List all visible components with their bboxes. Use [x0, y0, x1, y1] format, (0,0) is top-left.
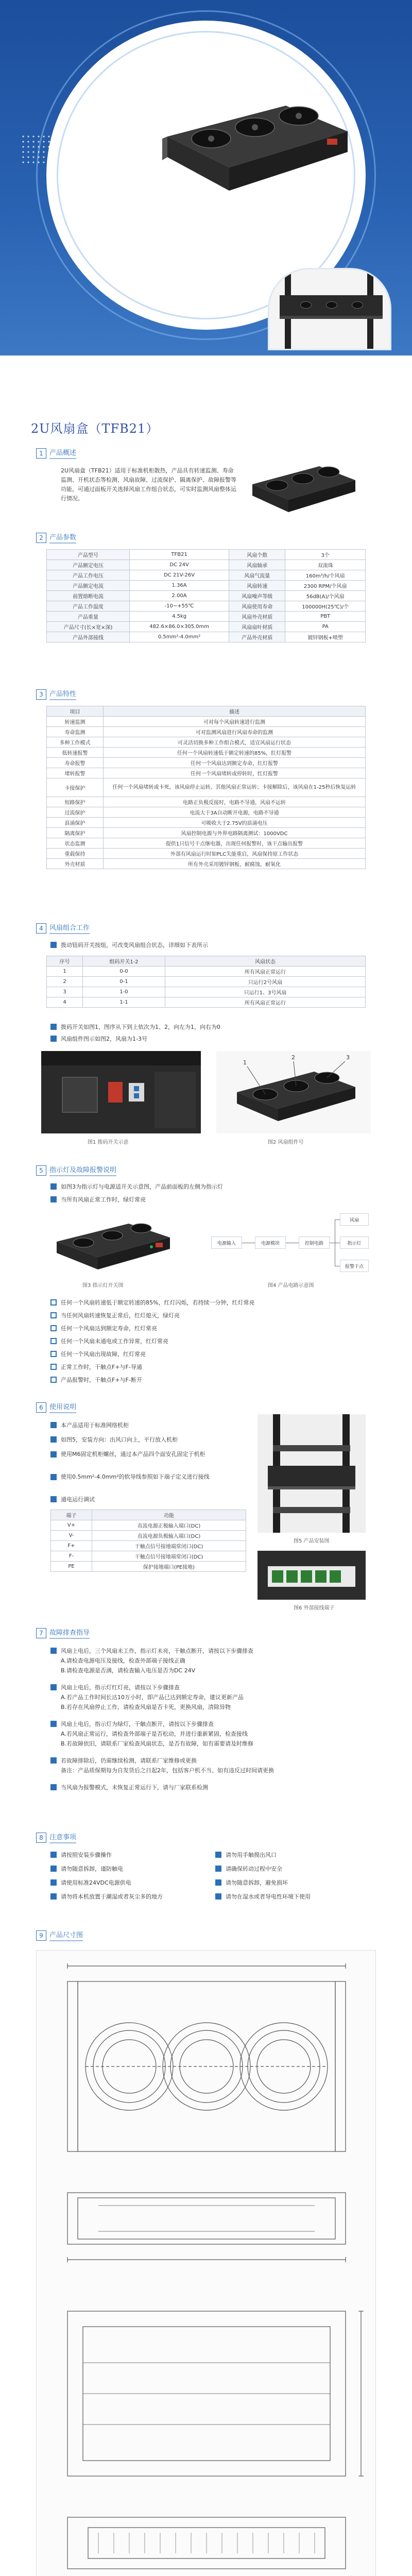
- caution-item: [215, 1851, 370, 1859]
- diagram-node-led: 指示灯: [340, 1236, 369, 1249]
- params-row: [47, 550, 366, 560]
- troubleshoot-text: 当风扇为报警模式，未恢复正常运行下，请与厂家联系检测: [61, 1784, 208, 1791]
- wiring-header-terminal: 端子: [51, 1510, 92, 1520]
- feature-name: 浪涌保护: [47, 818, 104, 828]
- caption-figure-1: 图1 拨码开关示意: [88, 1140, 129, 1145]
- section-number: 4: [36, 923, 46, 934]
- combo-table: [46, 956, 366, 1008]
- params-value: 56dB(A)/个风扇: [285, 591, 366, 601]
- params-value: 2.00A: [130, 591, 229, 601]
- bullet-icon: [50, 1474, 57, 1480]
- bullet-icon: [50, 1325, 57, 1331]
- feature-desc: 所有外壳采用镀锌钢板，耐腐蚀，耐氧化: [104, 859, 366, 869]
- combo-row: [47, 987, 366, 997]
- combo-lead: [50, 941, 208, 949]
- params-row: [47, 612, 366, 622]
- combo-cell: 只运行1、3号风扇: [165, 987, 366, 997]
- combo-cell: 0-1: [83, 977, 165, 987]
- troubleshoot-text: 风扇上电后，指示灯红灯亮，请按以下步骤排查 A.若产品工作时间长达10万小时，即产品已达到额定寿命，建议更新产品 B.若存在风扇停止工作，请检查风扇是否卡死，更换风扇，清除异物: [61, 1684, 244, 1710]
- bullet-icon: [50, 1422, 57, 1428]
- bullet-icon: [50, 1351, 57, 1357]
- combo-note-2: [50, 1035, 147, 1043]
- rack-install-photo: [268, 268, 391, 350]
- features-table: [46, 706, 366, 869]
- combo-cell: 1-1: [83, 997, 165, 1008]
- bullet-icon: [50, 1893, 57, 1900]
- bullet-icon: [50, 1036, 57, 1042]
- caution-text: 请勿随意拆卸，谨防触电: [61, 1866, 123, 1872]
- params-row: [47, 560, 366, 570]
- section-number: 3: [36, 689, 46, 700]
- svg-text:2: 2: [291, 1054, 295, 1061]
- feature-name: 卡接保护: [47, 778, 104, 797]
- feature-desc: 电流大于3A自动断开电源，电路不导通: [104, 807, 366, 818]
- diagram-node-relay: 报警干点: [340, 1260, 369, 1272]
- bullet-icon: [50, 1784, 57, 1790]
- indicator-item-text: 任何一个风扇转速低于额定转速的85%，红灯闪烁，若持续一分钟，红灯常亮: [61, 1299, 255, 1306]
- bullet-icon: [215, 1893, 221, 1900]
- bullet-icon: [50, 1852, 57, 1858]
- troubleshoot-item: [50, 1683, 359, 1712]
- indicator-lead-1: [50, 1182, 223, 1191]
- indicator-item: [50, 1324, 157, 1332]
- params-label: 风扇噪声等级: [229, 591, 285, 601]
- bullet-icon: [50, 1866, 57, 1872]
- combo-note-1-text: 拨码开关如图1，图序从下到上依次为1、2，向左为1，向右为0: [61, 1024, 220, 1030]
- wiring-function: 直流电源负极输入端口(DC): [92, 1531, 246, 1541]
- feature-name: 短路保护: [47, 797, 104, 807]
- bullet-icon: [50, 1183, 57, 1190]
- indicator-item-text: 任何一个风扇达到额定寿命，红灯常亮: [61, 1325, 157, 1332]
- caution-item: [215, 1878, 370, 1887]
- indicator-item: [50, 1350, 146, 1358]
- indicator-item-text: 任何一个风扇未通电或工作异常，红灯常亮: [61, 1338, 168, 1345]
- caution-text: 请勿随意拆卸，避免损坏: [226, 1879, 288, 1886]
- indicator-lead-1-text: 如图3为指示灯与电源适开关示意图，产品前面板的左侧为指示灯: [61, 1183, 223, 1190]
- feature-desc: 可灵活切换多种工作组合模式，适宜风扇运行状态: [104, 737, 366, 748]
- wiring-terminal: V+: [51, 1520, 92, 1531]
- caution-text: 请勿在湿水或者导电性环境下使用: [226, 1893, 311, 1900]
- usage-item-text: 使用0.5mm²-4.0mm²的软导线参照如下端子定义进行接线: [61, 1473, 210, 1480]
- features-header-item: 项目: [47, 706, 104, 717]
- bullet-icon: [50, 1879, 57, 1886]
- usage-item: [50, 1495, 95, 1503]
- indicator-item-text: 任何一个风扇出现故障，红灯常亮: [61, 1351, 146, 1358]
- caption-figure-4: 图4 产品电路示意图: [268, 1283, 314, 1289]
- indicator-item: [50, 1311, 180, 1319]
- troubleshoot-item: [50, 1646, 359, 1675]
- combo-row: [47, 967, 366, 977]
- combo-cell: 1: [47, 967, 83, 977]
- indicator-item-text: 正常工作时，干触点F+与F-导通: [61, 1364, 142, 1370]
- feature-desc: 可对每个风扇转速进行监测: [104, 717, 366, 727]
- params-value: 2300 RPM/个风扇: [285, 581, 366, 591]
- indicator-item: [50, 1337, 168, 1345]
- section-header-dimensions: [36, 1929, 83, 1941]
- caption-figure-6: 图6 外部接线端子: [294, 1605, 335, 1611]
- params-label: 产品尺寸(长×宽×深): [47, 622, 130, 632]
- params-label: 前置熔断电流: [47, 591, 130, 601]
- usage-item-text: 使用M6固定机柜螺丝，通过本产品四个面安孔固定于机柜: [61, 1451, 205, 1458]
- hero-dot-pattern: [21, 134, 52, 165]
- section-number: 5: [36, 1165, 46, 1176]
- feature-name: 寿命报警: [47, 758, 104, 768]
- bullet-icon: [50, 1721, 57, 1727]
- bullet-icon: [50, 1312, 57, 1318]
- combo-cell: 0-0: [83, 967, 165, 977]
- diagram-node-power: 电源模块: [255, 1236, 286, 1249]
- troubleshoot-item: [50, 1783, 359, 1792]
- section-header-features: [36, 688, 76, 700]
- combo-cell: 1-0: [83, 987, 165, 997]
- wiring-terminal: F+: [51, 1541, 92, 1551]
- wiring-row: [51, 1551, 246, 1562]
- caution-item: [50, 1878, 205, 1887]
- params-label: 风扇转速: [229, 581, 285, 591]
- feature-desc: 可对监测风扇进行风扇寿命的监测: [104, 727, 366, 737]
- features-row: [47, 758, 366, 768]
- combo-cell: 3: [47, 987, 83, 997]
- params-value: 1.36A: [130, 581, 229, 591]
- section-title: 产品概述: [49, 447, 76, 459]
- feature-name: 转速监测: [47, 717, 104, 727]
- diagram-node-control: 控制电路: [299, 1236, 330, 1249]
- params-table: [46, 549, 366, 642]
- params-value: PA: [285, 622, 366, 632]
- feature-desc: 任何一个风扇达到额定寿命，红灯报警: [104, 758, 366, 768]
- usage-item: [50, 1472, 246, 1481]
- params-value: PBT: [285, 612, 366, 622]
- troubleshoot-text: 若故障排除后，仍需继续检测，请联系厂家维修或更换 备注：产品质保期每为自发货后之日起2年，包括客户机不当、如有违反过时间请更换: [61, 1757, 274, 1774]
- params-row: [47, 601, 366, 612]
- section-header-cautions: [36, 1832, 76, 1843]
- features-row: [47, 778, 366, 797]
- section-title: 使用说明: [49, 1401, 76, 1413]
- combo-cell: 所有风扇正常运行: [165, 997, 366, 1008]
- caution-text: 请使用标准24VDC电源供电: [61, 1879, 131, 1886]
- bullet-icon: [215, 1852, 221, 1858]
- caution-item: [50, 1865, 205, 1873]
- wiring-terminal: V-: [51, 1531, 92, 1541]
- dimension-drawing-panel: [36, 1950, 376, 2576]
- indicator-item: [50, 1298, 254, 1307]
- section-header-troubleshoot: [36, 1627, 90, 1639]
- section-title: 故障排查指导: [49, 1627, 90, 1639]
- wiring-row: [51, 1562, 246, 1572]
- bullet-icon: [50, 1496, 57, 1502]
- features-row: [47, 737, 366, 748]
- feature-name: 隔离保护: [47, 828, 104, 838]
- params-row: [47, 632, 366, 642]
- section-header-combo: [36, 922, 90, 934]
- indicator-lead-2: [50, 1195, 146, 1204]
- caution-item: [50, 1892, 205, 1901]
- params-label: 产品外壳材质: [229, 632, 285, 642]
- params-label: 产品工作温度: [47, 601, 130, 612]
- svg-text:1: 1: [243, 1059, 247, 1066]
- feature-name: 重载保持: [47, 849, 104, 859]
- params-value: 4.5kg: [130, 612, 229, 622]
- section-number: 7: [36, 1628, 46, 1638]
- usage-item-text: 如图5，安装方向：出风口向上，平行放入机柜: [61, 1436, 178, 1443]
- section-number: 2: [36, 533, 46, 543]
- section-title: 产品参数: [49, 532, 76, 544]
- bullet-icon: [50, 1299, 57, 1306]
- params-row: [47, 581, 366, 591]
- usage-item-text: 本产品适用于标准网络机柜: [61, 1422, 129, 1429]
- params-label: 风扇气流量: [229, 570, 285, 581]
- indicator-item: [50, 1363, 142, 1371]
- bullet-icon: [50, 1684, 57, 1690]
- wiring-row: [51, 1541, 246, 1551]
- wiring-row: [51, 1520, 246, 1531]
- feature-desc: 电路正负极反接时，电路不导通，风扇不运转: [104, 797, 366, 807]
- combo-header-no: 序号: [47, 956, 83, 967]
- overview-text: 2U风扇盒（TFB21）适用于标准机柜散热，产品具有转速监测、寿命监测、开机状态等检测、风扇故障、过流保护、隔离保护、故障报警等功能，可通过面板开关选择风扇工作组合状态，可实时监测风扇整体运行情况。: [61, 467, 236, 502]
- section-title: 产品尺寸图: [49, 1929, 83, 1941]
- wiring-header-function: 功能: [92, 1510, 246, 1520]
- feature-name: 过流保护: [47, 807, 104, 818]
- fan-box-hero-image: [157, 95, 353, 193]
- params-value: 160m³/h/个风扇: [285, 570, 366, 581]
- cautions-grid: [50, 1851, 370, 1901]
- section-header-params: [36, 532, 76, 544]
- params-value: -10~+55℃: [130, 601, 229, 612]
- troubleshoot-text: 风扇上电后，三个风扇未工作，指示灯未亮，干触点断开，请按以下步骤排查 A.请检查电源电压及接线，检查外部端子接线正确 B.请检查电源是否满，请检查输入电压是否为DC 24V: [61, 1648, 253, 1674]
- wiring-terminal: PE: [51, 1562, 92, 1572]
- fan-numbering-figure: [216, 1051, 371, 1133]
- bullet-icon: [50, 1364, 57, 1370]
- feature-name: 堵转报警: [47, 768, 104, 778]
- feature-name: 多种工作模式: [47, 737, 104, 748]
- params-label: 产品型号: [47, 550, 130, 560]
- params-value: 100000H(25℃)/个: [285, 601, 366, 612]
- params-label: 风扇使用寿命: [229, 601, 285, 612]
- feature-desc: 任何一个风扇堵转或卡死，该风扇停止运转，其他风扇正常运转；卡接解除后，该风扇在1-25秒后恢复运转: [104, 778, 366, 797]
- section-title: 产品特性: [49, 688, 76, 700]
- feature-name: 低转速报警: [47, 748, 104, 758]
- params-value: 0.5mm²-4.0mm²: [130, 632, 229, 642]
- bullet-icon: [50, 1451, 57, 1458]
- bullet-icon: [50, 1024, 57, 1030]
- indicator-item-text: 当任何风扇转速恢复正常后，红灯熄灭，绿灯亮: [61, 1312, 180, 1319]
- params-label: 产品重量: [47, 612, 130, 622]
- section-title: 注意事项: [49, 1832, 76, 1843]
- section-title: 指示灯及故障报警说明: [49, 1164, 116, 1176]
- section-header-indicators: [36, 1164, 116, 1176]
- features-row: [47, 748, 366, 758]
- params-label: 产品额定电流: [47, 581, 130, 591]
- features-row: [47, 797, 366, 807]
- features-row: [47, 859, 366, 869]
- combo-row: [47, 977, 366, 987]
- wiring-function: 直流电源正极输入端口(DC): [92, 1520, 246, 1531]
- section-number: 9: [36, 1930, 46, 1941]
- features-row: [47, 768, 366, 778]
- features-row: [47, 849, 366, 859]
- params-row: [47, 622, 366, 632]
- usage-item: [50, 1421, 129, 1429]
- diagram-node-fan: 风扇: [340, 1213, 369, 1226]
- indicator-item-text: 产品报警时，干触点F+与F-断开: [61, 1377, 142, 1383]
- bullet-icon: [50, 1338, 57, 1344]
- params-value: 双滚珠: [285, 560, 366, 570]
- combo-note-1: [50, 1023, 220, 1031]
- params-label: 风扇轴承: [229, 560, 285, 570]
- feature-desc: 外部有风扇运行时如PLC失能重启，风扇保持原工作状态: [104, 849, 366, 859]
- wiring-terminal: F-: [51, 1551, 92, 1562]
- features-row: [47, 828, 366, 838]
- bullet-icon: [50, 1196, 57, 1202]
- combo-cell: 只运行2号风扇: [165, 977, 366, 987]
- bullet-icon: [215, 1879, 221, 1886]
- bullet-icon: [215, 1866, 221, 1872]
- params-label: 风扇外壳材质: [229, 612, 285, 622]
- features-row: [47, 807, 366, 818]
- usage-item: [50, 1435, 178, 1444]
- feature-desc: 任何一个风扇堵转或停转时，红灯报警: [104, 768, 366, 778]
- section-header-overview: [36, 447, 76, 459]
- params-label: 产品额定电压: [47, 560, 130, 570]
- params-row: [47, 591, 366, 601]
- troubleshoot-list: [50, 1646, 359, 1800]
- bullet-icon: [50, 1648, 57, 1654]
- troubleshoot-text: 风扇上电后，指示灯为绿灯，干触点断开，请按以下步骤排查 A.若风扇正常运行，请检查外部端子是否松动，并进行重新紧固，检查接线 B.若故障依旧，请联系厂家检查风扇状态，是否有故障，如有需要请及时维修: [61, 1721, 254, 1747]
- indicator-lead-2-text: 当所有风扇正常工作时，绿灯常亮: [61, 1196, 146, 1203]
- wiring-function: 干触点信号接地端常闭口(DC): [92, 1541, 246, 1551]
- params-value: DC 21V-26V: [130, 570, 229, 581]
- params-value: TFB21: [130, 550, 229, 560]
- params-label: 产品外部接线: [47, 632, 130, 642]
- dimension-drawing: [37, 1951, 376, 2576]
- feature-name: 外壳材质: [47, 859, 104, 869]
- combo-row: [47, 997, 366, 1008]
- caption-figure-2: 图2 风扇组件号: [268, 1140, 304, 1145]
- params-row: [47, 570, 366, 581]
- feature-name: 状态监测: [47, 838, 104, 849]
- params-label: 风扇个数: [229, 550, 285, 560]
- combo-header-state: 风扇状态: [165, 956, 366, 967]
- params-value: 镀锌钢板+喷塑: [285, 632, 366, 642]
- section-title: 风扇组合工作: [49, 922, 90, 934]
- wiring-table: [50, 1510, 246, 1572]
- wiring-function: 干触点信号接地端常闭口(DC): [92, 1551, 246, 1562]
- wiring-row: [51, 1531, 246, 1541]
- feature-name: 寿命监测: [47, 727, 104, 737]
- section-header-usage: [36, 1401, 76, 1413]
- hero-banner: [0, 0, 412, 355]
- wiring-function: 保护接地端口(PE接地): [92, 1562, 246, 1572]
- rack-install-figure: [258, 1414, 366, 1533]
- bullet-icon: [50, 1377, 57, 1383]
- caution-text: 请勿用手触摸出风口: [226, 1852, 277, 1858]
- usage-item-text: 通电运行调试: [61, 1496, 95, 1503]
- features-row: [47, 838, 366, 849]
- caution-item: [50, 1851, 205, 1859]
- caution-text: 请确保转动过程中安全: [226, 1866, 282, 1872]
- features-row: [47, 727, 366, 737]
- caution-item: [215, 1892, 370, 1901]
- features-row: [47, 717, 366, 727]
- section-number: 6: [36, 1402, 46, 1413]
- circuit-diagram: [211, 1211, 371, 1278]
- bullet-icon: [50, 942, 57, 948]
- params-value: 3个: [285, 550, 366, 560]
- params-value: DC 24V: [130, 560, 229, 570]
- feature-desc: 风扇控制电源与外界电路隔离测试：1000VDC: [104, 828, 366, 838]
- terminal-photo: [258, 1551, 366, 1600]
- features-row: [47, 818, 366, 828]
- caution-item: [215, 1865, 370, 1873]
- features-header-desc: 描述: [104, 706, 366, 717]
- section-number: 8: [36, 1833, 46, 1843]
- feature-desc: 提供1只信号干点继电器，出现任何报警时，该干点输出报警: [104, 838, 366, 849]
- fan-box-photo-small: [247, 459, 360, 515]
- combo-cell: 所有风扇正常运行: [165, 967, 366, 977]
- combo-cell: 2: [47, 977, 83, 987]
- bullet-icon: [50, 1757, 57, 1764]
- caution-text: 请勿将本机放置于潮湿或者灰尘多的地方: [61, 1893, 163, 1900]
- params-label: 风扇扇叶材质: [229, 622, 285, 632]
- caption-figure-5: 图5 产品安装图: [294, 1538, 330, 1544]
- combo-cell: 4: [47, 997, 83, 1008]
- params-label: 产品工作电压: [47, 570, 130, 581]
- feature-desc: 任何一个风扇转速低于额定转速的85%，红灯报警: [104, 748, 366, 758]
- troubleshoot-item: [50, 1719, 359, 1749]
- indicator-switch-figure: [46, 1211, 180, 1278]
- dip-switch-photo: [41, 1051, 201, 1133]
- caution-text: 请按照安装步骤操作: [61, 1852, 112, 1858]
- combo-header-switch: 组码开关1-2: [83, 956, 165, 967]
- combo-note-2-text: 风扇组件图示如图2，风扇为1-3号: [61, 1036, 147, 1042]
- bullet-icon: [50, 1436, 57, 1443]
- feature-desc: 可吸收大于2.75V的浪涌电压: [104, 818, 366, 828]
- troubleshoot-item: [50, 1756, 359, 1775]
- page-title: 2U风扇盒（TFB21）: [31, 421, 159, 436]
- combo-lead-text: 拨动钮码开关按组，可改变风扇组合状态，详细如下表所示: [61, 942, 208, 948]
- params-value: 482.6×86.0×305.0mm: [130, 622, 229, 632]
- indicator-item: [50, 1376, 142, 1384]
- svg-text:3: 3: [346, 1054, 350, 1061]
- section-number: 1: [36, 448, 46, 459]
- usage-item: [50, 1450, 246, 1459]
- diagram-node-input: 电源输入: [211, 1236, 242, 1249]
- caption-figure-3: 图3 指示灯开关图: [82, 1283, 124, 1289]
